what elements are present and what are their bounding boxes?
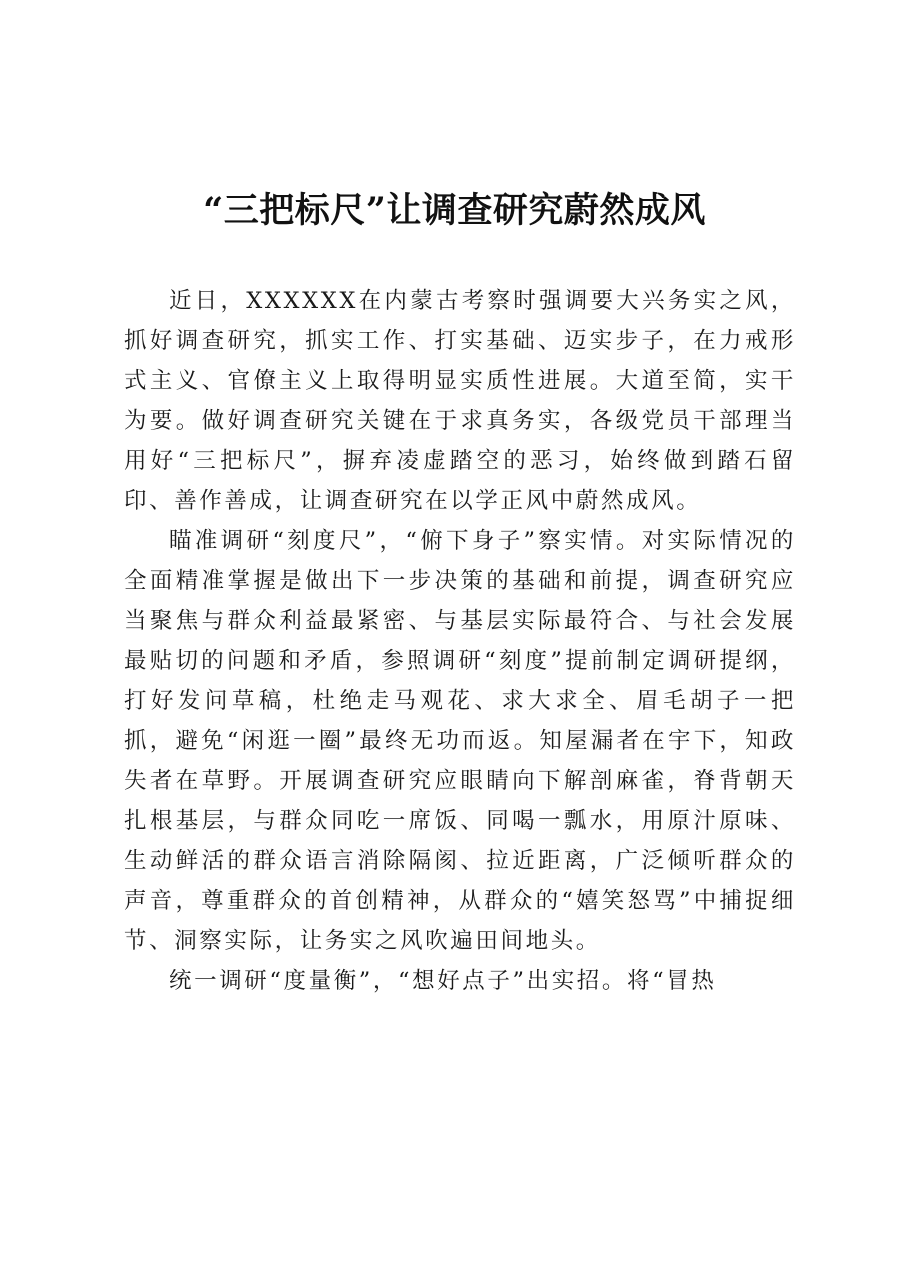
paragraph-measure-standard: 统一调研“度量衡”，“想好点子”出实招。将“冒热 [169, 968, 717, 994]
document-body [124, 281, 796, 1001]
paragraph-scale-ruler: 瞄准调研“刻度尺”，“俯下身子”察实情。对实际情况的全面精准掌握是做出下一步决策的基础和前提，调查研究应当聚焦与群众利益最紧密、与基层实际最符合、与社会发展最贴切的问题和矛盾，参照调研“刻度”提前制定调研提纲，打好发问草稿，杜绝走马观花、求大求全、眉毛胡子一把抓，避免“闲逛一圈”最终无功而返。知屋漏者在宇下，知政失者在草野。开展调查研究应眼睛向下解剖麻雀，脊背朝天扎根基层，与群众同吃一席饭、同喝一瓢水，用原汁原味、生动鲜活的群众语言消除隔阂、拉近距离，广泛倾听群众的声音，尊重群众的首创精神，从群众的“嬉笑怒骂”中捕捉细节、洞察实际，让务实之风吹遍田间地头。 [124, 528, 796, 954]
paragraph-intro: 近日，XXXXXX在内蒙古考察时强调要大兴务实之风，抓好调查研究，抓实工作、打实基础、迈实步子，在力戒形式主义、官僚主义上取得明显实质性进展。大道至简，实干为要。做好调查研究关键在于求真务实，各级党员干部理当用好“三把标尺”，摒弃凌虚踏空的恶习，始终做到踏石留印、善作善成，让调查研究在以学正风中蔚然成风。 [124, 288, 796, 514]
document-title: “三把标尺”让调查研究蔚然成风 [203, 190, 706, 231]
